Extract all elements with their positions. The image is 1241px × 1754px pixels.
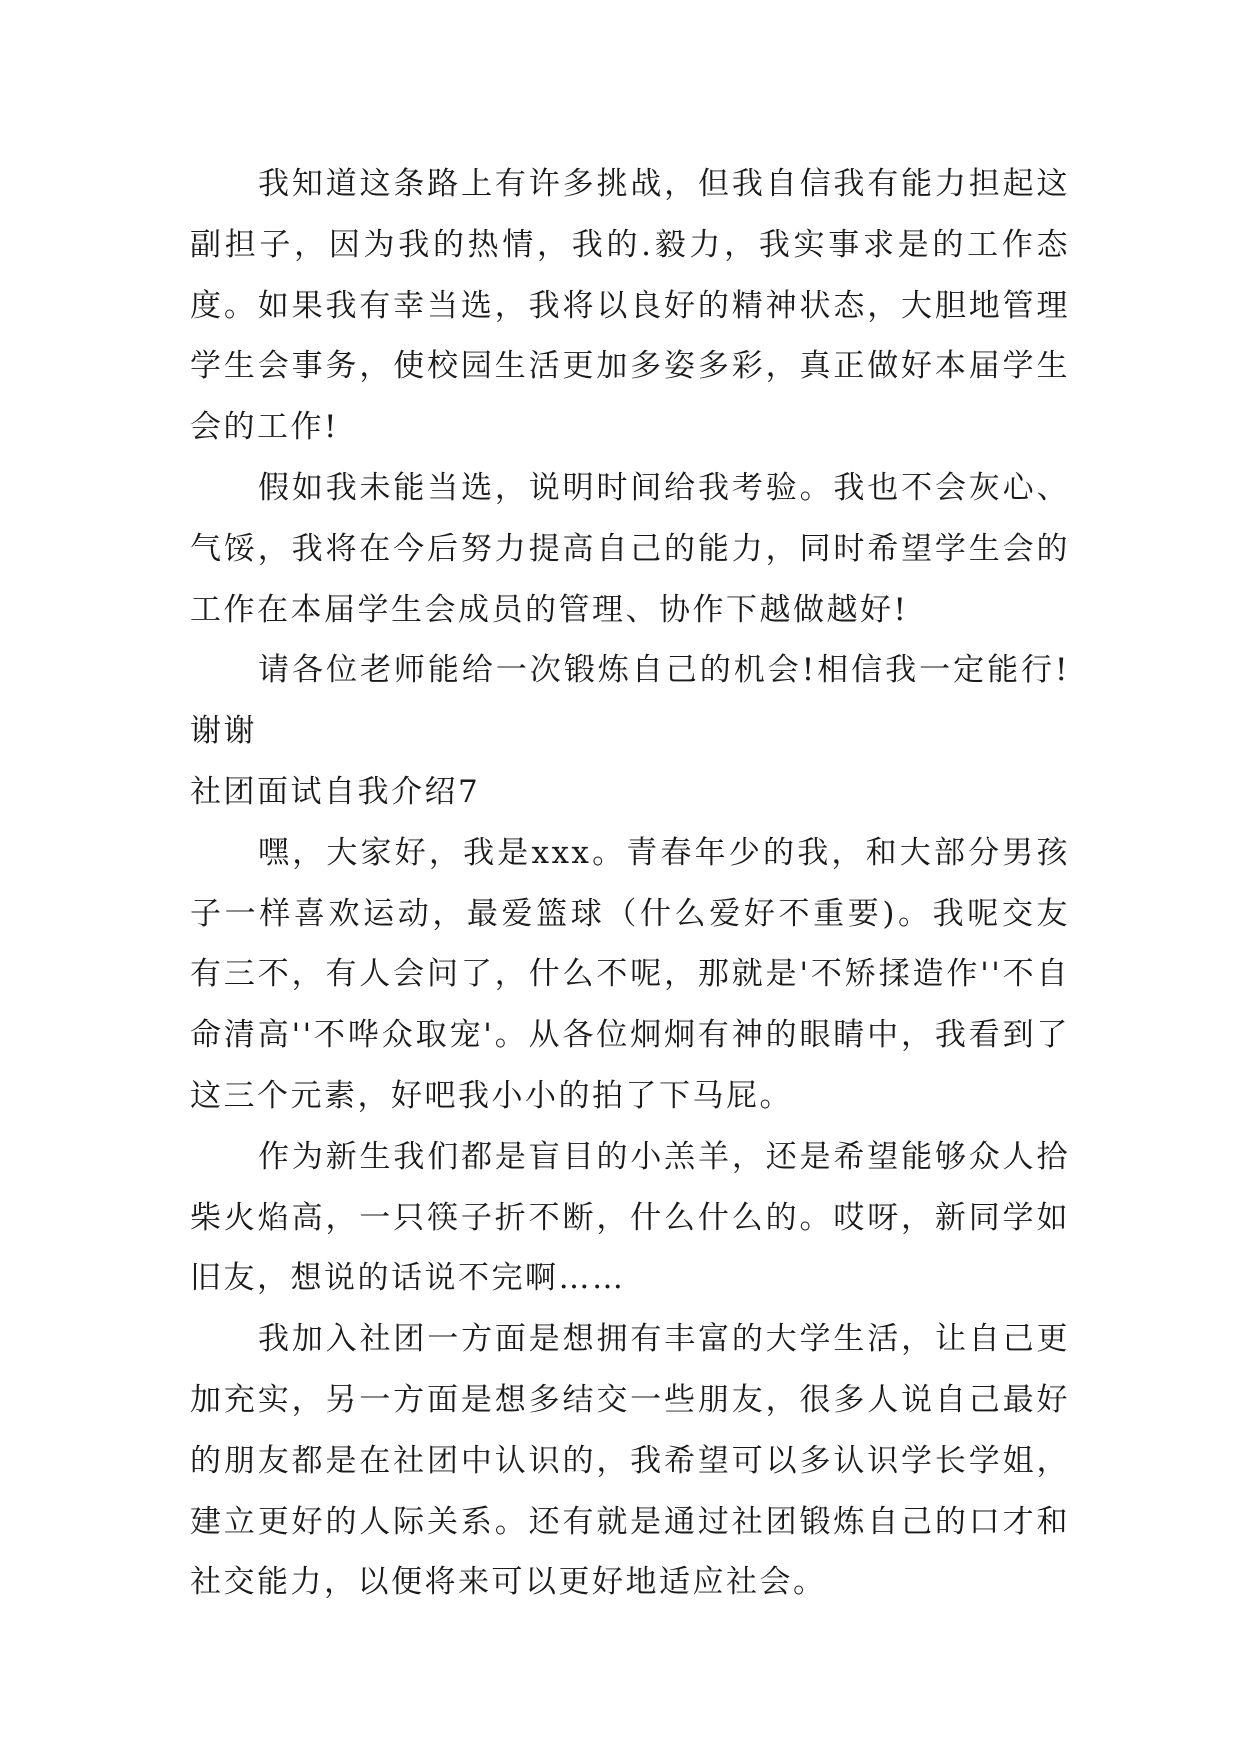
document-body [190, 154, 1070, 1613]
paragraph-closing-thanks: 请各位老师能给一次锻炼自己的机会!相信我一定能行!谢谢 [190, 652, 1070, 750]
paragraph-campaign-commitment: 我知道这条路上有许多挑战，但我自信我有能力担起这副担子，因为我的热情，我的.毅力，我实事求是的工作态度。如果我有幸当选，我将以良好的精神状态，大胆地管理学生会事务，使校园生活更加多姿多彩，真正做好本届学生会的工作! [190, 166, 1070, 446]
section-heading: 社团面试自我介绍7 [190, 773, 481, 810]
paragraph-self-introduction: 嘿，大家好，我是xxx。青春年少的我，和大部分男孩子一样喜欢运动，最爱篮球（什么爱好不重要)。我呢交友有三不，有人会问了，什么不呢，那就是'不矫揉造作''不自命清高''不哗众取宠'。从各位炯炯有神的眼睛中，我看到了这三个元素，好吧我小小的拍了下马屁。 [190, 834, 1070, 1114]
paragraph-freshman: 作为新生我们都是盲目的小羔羊，还是希望能够众人拾柴火焰高，一只筷子折不断，什么什么的。哎呀，新同学如旧友，想说的话说不完啊…… [190, 1138, 1070, 1297]
paragraph-if-not-elected: 假如我未能当选，说明时间给我考验。我也不会灰心、气馁，我将在今后努力提高自己的能力，同时希望学生会的工作在本届学生会成员的管理、协作下越做越好! [190, 469, 1070, 628]
paragraph-joining-reasons: 我加入社团一方面是想拥有丰富的大学生活，让自己更加充实，另一方面是想多结交一些朋友，很多人说自己最好的朋友都是在社团中认识的，我希望可以多认识学长学姐，建立更好的人际关系。还有就是通过社团锻炼自己的口才和社交能力，以便将来可以更好地适应社会。 [190, 1321, 1070, 1601]
